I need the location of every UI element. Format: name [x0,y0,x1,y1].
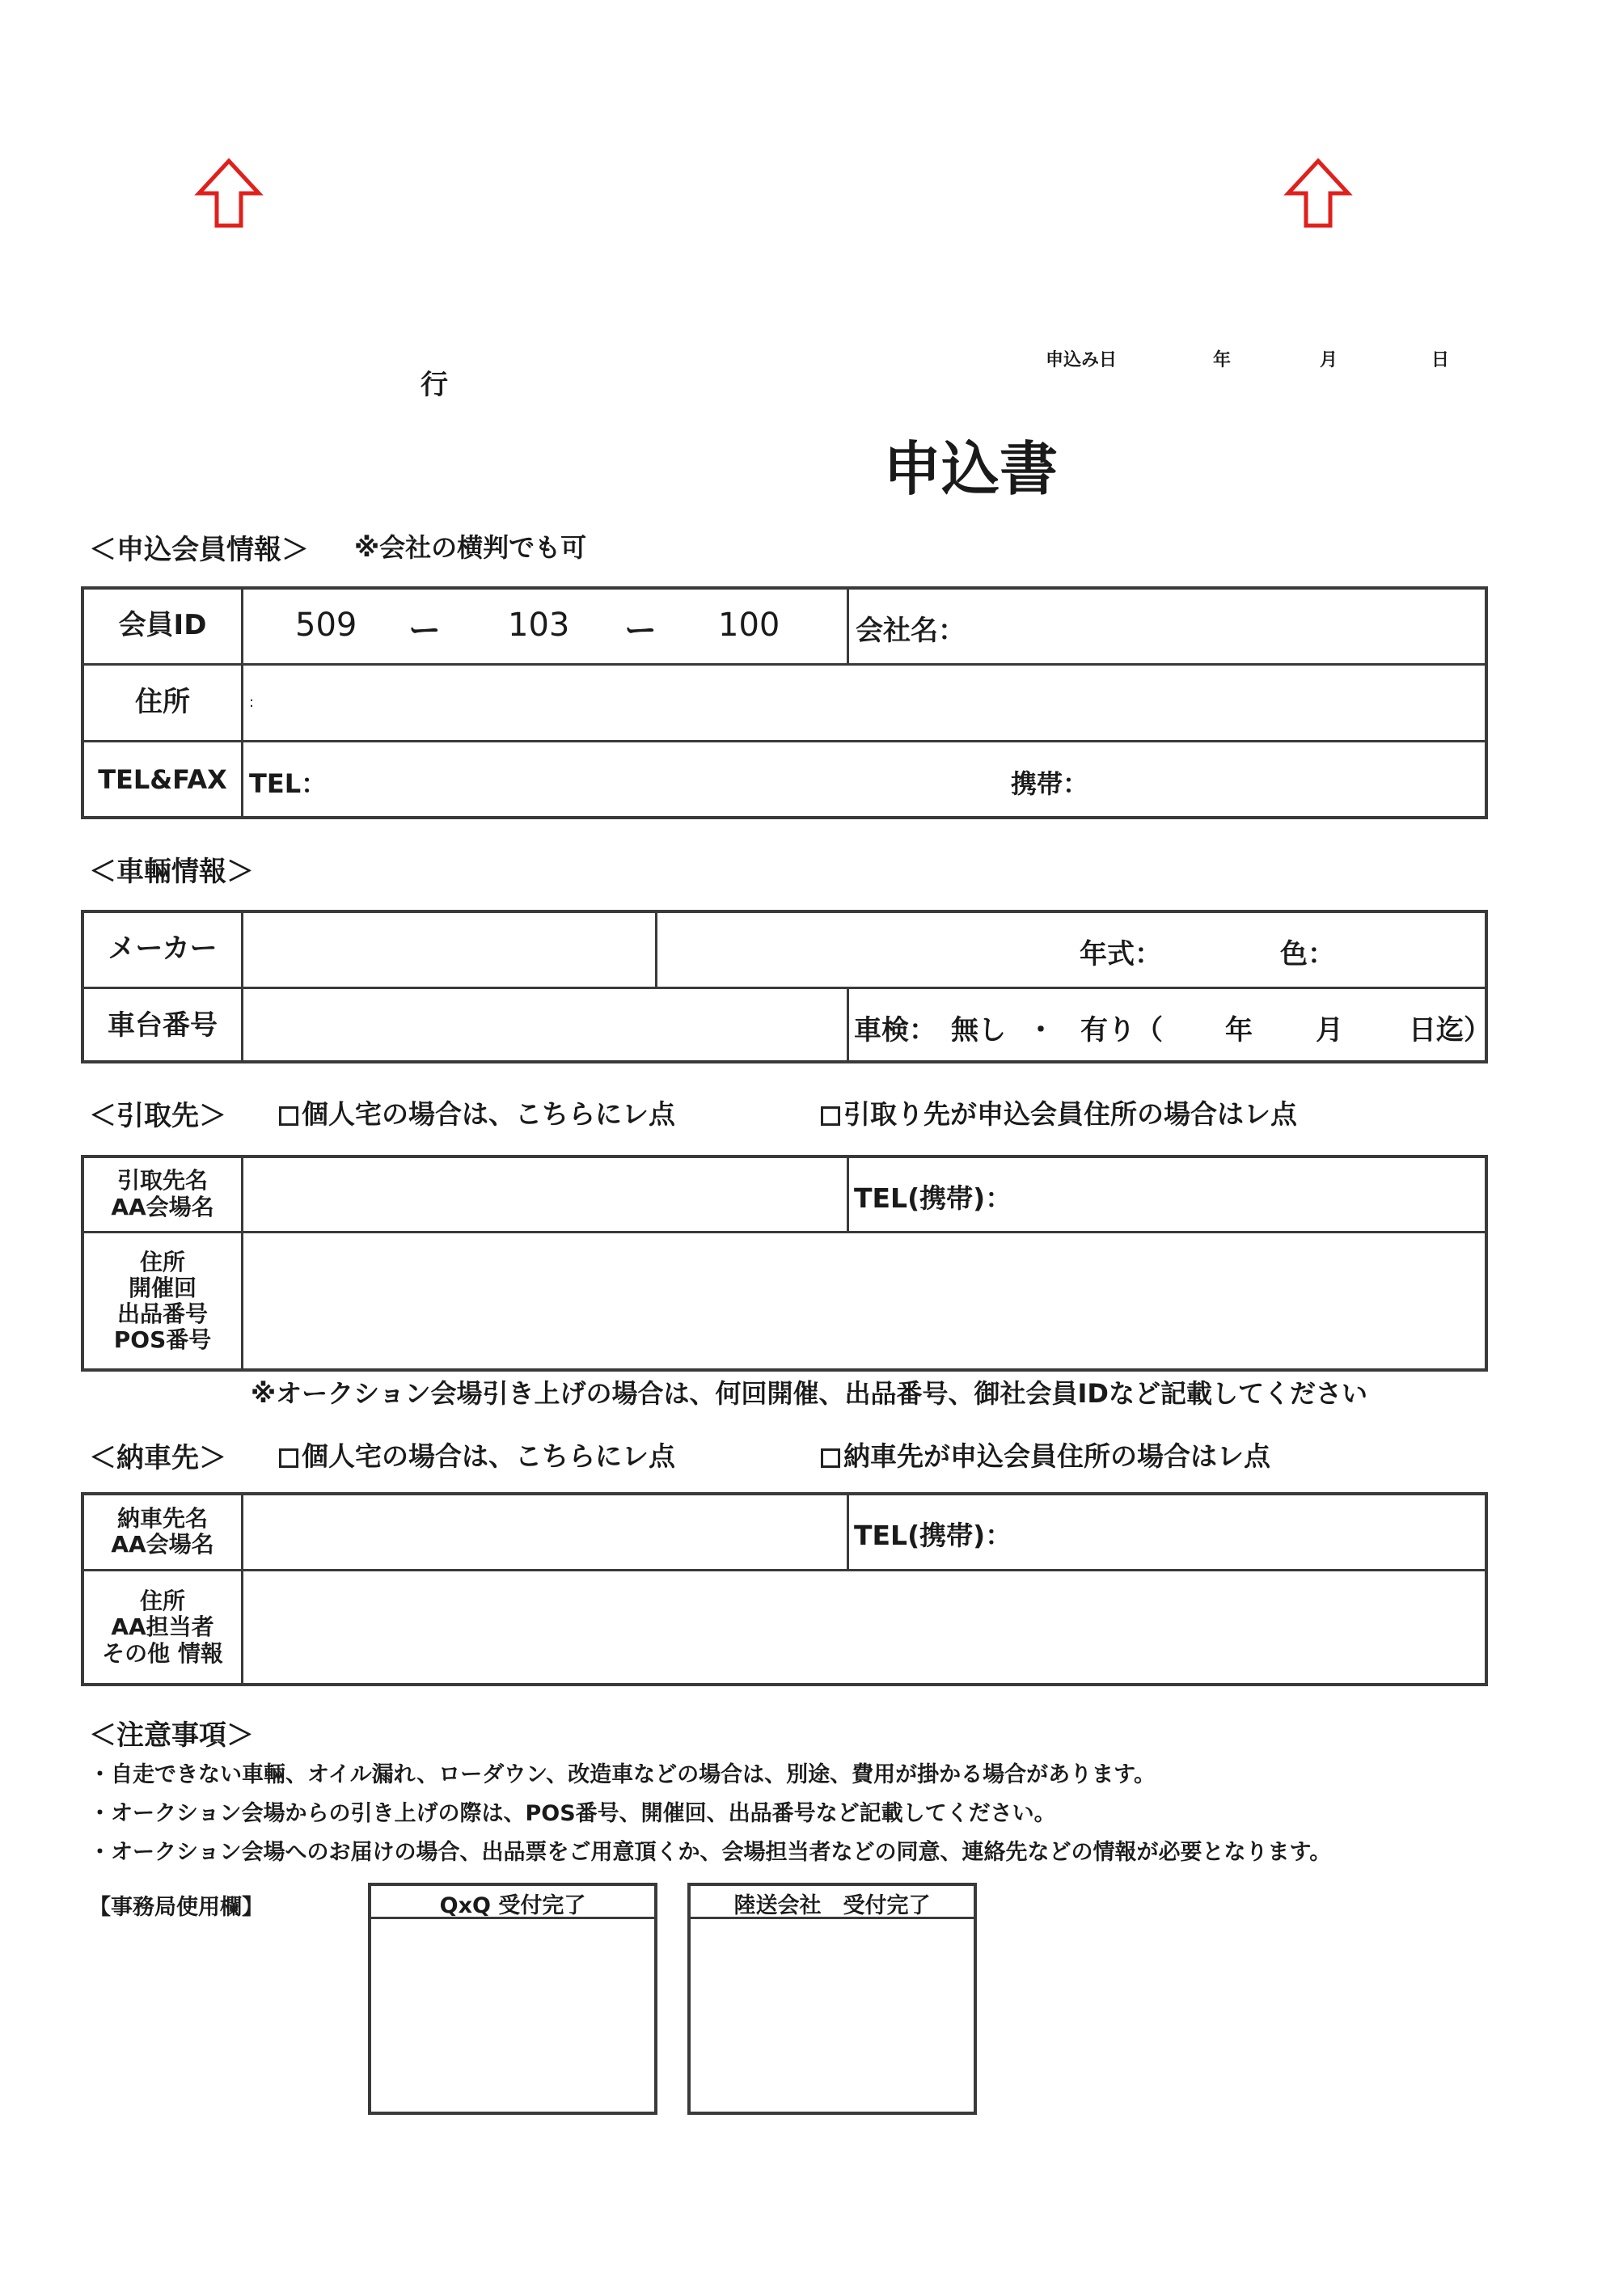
member-heading: ＜申込会員情報＞ [89,534,309,566]
pickup-private-check[interactable]: 個人宅の場合は、こちらにレ点 [279,1093,675,1131]
notes-heading: ＜注意事項＞ [89,1719,254,1752]
tel-label: TEL： [249,768,328,799]
checkbox-icon [279,1106,298,1126]
address-label: 住所 [135,686,190,719]
maker-label: メーカー [108,932,218,966]
pickup-table [81,1155,1488,1372]
telfax-label: TEL&FAX [98,763,227,795]
address-field[interactable]: : [249,694,255,711]
pickup-tel-label: TEL(携帯)： [854,1182,1012,1214]
checkbox-icon [279,1448,298,1468]
note-item: ・オークション会場からの引き上げの際は、POS番号、開催回、出品番号など記載してください。 [89,1801,1056,1826]
recipient-suffix: 行 [421,369,448,401]
member-id-dash-1: ー [408,612,441,649]
delivery-heading: ＜納車先＞ [89,1442,226,1474]
vehicle-heading: ＜車輛情報＞ [89,856,254,888]
delivery-address-label: 住所 AA担当者 その他 情報 [102,1588,223,1667]
member-id-part-1[interactable]: 509 [295,607,357,644]
qxq-receipt-title: QxQ 受付完了 [439,1893,586,1918]
up-arrow-icon-right [1282,158,1355,230]
member-id-part-2[interactable]: 103 [508,607,570,644]
transport-receipt-title: 陸送会社 受付完了 [733,1893,931,1918]
note-item: ・オークション会場へのお届けの場合、出品票をご用意頂くか、会場担当者などの同意、連絡先などの情報が必要となります。 [89,1840,1332,1865]
inspection-until: 日迄） [1409,1014,1491,1047]
delivery-name-label: 納車先名 AA会場名 [111,1504,214,1558]
pickup-name-label: 引取先名 AA会場名 [111,1167,214,1220]
inspection-none-option[interactable]: 無し [951,1014,1006,1047]
color-label: 色： [1280,938,1335,970]
delivery-private-check[interactable]: 個人宅の場合は、こちらにレ点 [279,1436,675,1474]
delivery-tel-label: TEL(携帯)： [854,1520,1012,1551]
date-day: 日 [1431,350,1450,370]
mobile-label: 携帯： [1011,768,1089,799]
delivery-same-address-check[interactable]: 納車先が申込会員住所の場合はレ点 [821,1436,1270,1474]
member-id-dash-2: ー [624,612,657,649]
checkbox-icon [821,1448,840,1468]
date-month: 月 [1320,350,1338,370]
inspection-year: 年 [1225,1014,1253,1047]
delivery-table [81,1492,1488,1686]
member-note: ※会社の横判でも可 [354,532,587,563]
inspection-month: 月 [1316,1014,1343,1047]
model-year-label: 年式： [1080,938,1162,970]
pickup-note: ※オークション会場引き上げの場合は、何回開催、出品番号、御社会員IDなど記載してください [251,1378,1367,1409]
office-use-label: 【事務局使用欄】 [89,1895,264,1920]
pickup-heading: ＜引取先＞ [89,1100,226,1132]
company-label: 会社名： [856,615,966,647]
date-year: 年 [1213,350,1232,370]
pickup-address-label: 住所 開催回 出品番号 POS番号 [113,1248,212,1354]
inspection-label: 車検： [854,1014,936,1047]
inspection-dot: ・ [1027,1014,1055,1047]
up-arrow-icon-left [192,158,265,230]
pickup-same-address-check[interactable]: 引取り先が申込会員住所の場合はレ点 [821,1093,1297,1131]
member-id-part-3[interactable]: 100 [718,607,780,644]
note-item: ・自走できない車輛、オイル漏れ、ローダウン、改造車などの場合は、別途、費用が掛かる場合があります。 [89,1762,1156,1787]
checkbox-icon [821,1106,840,1126]
inspection-yes-option[interactable]: 有り（ [1080,1014,1163,1047]
date-label: 申込み日 [1046,350,1118,370]
chassis-label: 車台番号 [108,1009,218,1042]
member-id-label: 会員ID [118,609,207,642]
page-title: 申込書 [883,435,1059,503]
